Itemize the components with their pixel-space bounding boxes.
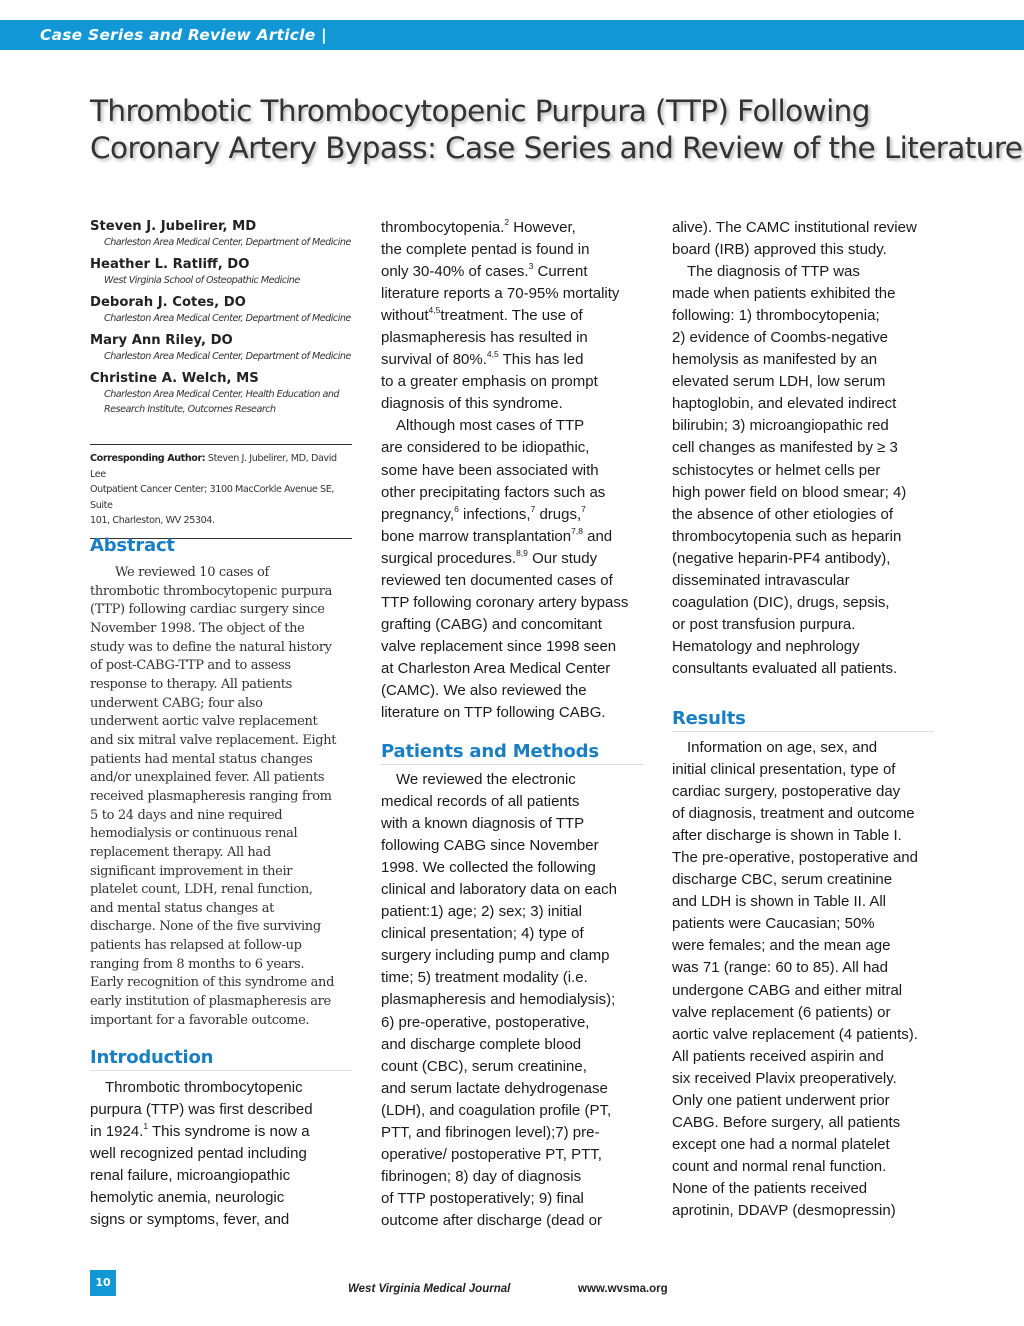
results-heading: Results — [672, 708, 934, 732]
abstract-line: platelet count, LDH, renal function, — [90, 882, 313, 898]
abstract-heading: Abstract — [90, 535, 175, 556]
body-line: haptoglobin, and elevated indirect — [672, 395, 897, 413]
body-line: cardiac surgery, postoperative day — [672, 783, 901, 801]
body-line: or post transfusion purpura. — [672, 615, 856, 633]
methods-heading: Patients and Methods — [381, 741, 643, 765]
body-line: in 1924.$^1$ This syndrome is now a — [90, 1121, 310, 1141]
body-line: Although most cases of TTP — [396, 417, 585, 435]
body-line: signs or symptoms, fever, and — [90, 1211, 290, 1229]
author-name: Mary Ann Riley, DO — [90, 333, 233, 348]
body-line: disseminated intravascular — [672, 571, 850, 589]
body-line: of TTP postoperatively; 9) final — [381, 1189, 584, 1207]
body-line: at Charleston Area Medical Center — [381, 659, 611, 677]
body-line: initial clinical presentation, type of — [672, 761, 896, 779]
body-line: We reviewed the electronic — [396, 771, 576, 788]
body-line: (LDH), and coagulation profile (PT, — [381, 1101, 612, 1119]
middle-column-body — [381, 217, 661, 724]
body-line: other precipitating factors such as — [381, 483, 606, 501]
abstract-line: patients had mental status changes — [90, 751, 313, 767]
introduction-heading: Introduction — [90, 1047, 352, 1071]
abstract-line: We reviewed 10 cases of — [115, 565, 269, 580]
body-line: count (CBC), serum creatinine, — [381, 1057, 587, 1075]
body-line: and serum lactate dehydrogenase — [381, 1079, 608, 1097]
body-line: Only one patient underwent prior — [672, 1091, 890, 1109]
right-column-body — [672, 217, 952, 680]
body-line: fibrinogen; 8) day of diagnosis — [381, 1167, 582, 1185]
body-line: following CABG since November — [381, 837, 599, 855]
body-line: bone marrow transplantation$^{7,8}$ and — [381, 525, 613, 545]
abstract-line: November 1998. The object of the — [90, 620, 305, 636]
section-band — [0, 20, 1024, 50]
abstract-body — [90, 564, 354, 1030]
body-line: and LDH is shown in Table II. All — [672, 893, 887, 911]
body-line: surgery including pump and clamp — [381, 947, 610, 965]
abstract-line: study was to define the natural history — [90, 639, 332, 655]
body-line: elevated serum LDH, low serum — [672, 373, 886, 391]
author-block — [90, 257, 352, 288]
abstract-line: 5 to 24 days and nine required — [90, 807, 283, 823]
body-line: surgical procedures.$^{8,9}$ Our study — [381, 547, 598, 567]
body-line: coagulation (DIC), drugs, sepsis, — [672, 593, 890, 611]
abstract-line: patients has relapsed at follow-up — [90, 938, 302, 954]
body-line: with a known diagnosis of TTP — [381, 815, 585, 833]
author-affiliation: Charleston Area Medical Center, Health Education and — [104, 389, 339, 400]
body-line: The pre-operative, postoperative and — [672, 849, 918, 867]
introduction-body — [90, 1077, 370, 1231]
journal-name: West Virginia Medical Journal — [348, 1283, 511, 1295]
body-line: six received Plavix preoperatively. — [672, 1069, 897, 1087]
abstract-line: important for a favorable outcome. — [90, 1012, 310, 1028]
body-line: None of the patients received — [672, 1179, 868, 1197]
body-line: PTT, and fibrinogen level);7) pre- — [381, 1123, 600, 1141]
body-line: pregnancy,$^6$ infections,$^7$ drugs,$^7$ — [381, 503, 586, 523]
body-line: and discharge complete blood — [381, 1035, 582, 1053]
body-line: some have been associated with — [381, 461, 599, 479]
body-line: bilirubin; 3) microangiopathic red — [672, 417, 889, 435]
author-list — [90, 219, 352, 424]
body-line: outcome after discharge (dead or — [381, 1211, 602, 1229]
body-line: survival of 80%.$^{4,5}$ This has led — [381, 349, 584, 369]
corresponding-author — [90, 444, 352, 539]
abstract-line: and mental status changes at — [90, 900, 275, 916]
page-number: 10 — [90, 1270, 116, 1296]
abstract-line: Early recognition of this syndrome and — [90, 975, 335, 991]
body-line: schistocytes or helmet cells per — [672, 461, 881, 479]
body-line: medical records of all patients — [381, 793, 580, 811]
body-line: cell changes as manifested by ≥ 3 — [672, 439, 898, 457]
body-line: patient:1) age; 2) sex; 3) initial — [381, 903, 582, 921]
body-line: literature on TTP following CABG. — [381, 704, 606, 722]
body-line: board (IRB) approved this study. — [672, 241, 887, 259]
abstract-line: thrombotic thrombocytopenic purpura — [90, 583, 332, 599]
author-affiliation: Research Institute, Outcomes Research — [104, 404, 276, 415]
author-name: Steven J. Jubelirer, MD — [90, 219, 257, 234]
body-line: well recognized pentad including — [90, 1145, 307, 1163]
corresponding-label: Corresponding Author: — [90, 453, 206, 464]
body-line: aortic valve replacement (4 patients). — [672, 1025, 918, 1043]
body-line: purpura (TTP) was first described — [90, 1101, 313, 1119]
methods-body — [381, 769, 661, 1232]
abstract-line: of post-CABG-TTP and to assess — [90, 658, 291, 674]
abstract-line: hemodialysis or continuous renal — [90, 826, 298, 842]
body-line: The diagnosis of TTP was — [687, 263, 860, 281]
body-line: renal failure, microangiopathic — [90, 1167, 291, 1185]
body-line: 2) evidence of Coombs-negative — [672, 329, 888, 347]
body-line: thrombocytopenia such as heparin — [672, 527, 902, 545]
body-line: (negative heparin-PF4 antibody), — [672, 549, 891, 567]
body-line: CABG. Before surgery, all patients — [672, 1113, 901, 1131]
body-line: clinical presentation; 4) type of — [381, 925, 584, 943]
body-line: patients were Caucasian; 50% — [672, 915, 875, 933]
abstract-line: underwent CABG; four also — [90, 695, 263, 711]
body-line: valve replacement (6 patients) or — [672, 1003, 891, 1021]
body-line: Information on age, sex, and — [687, 739, 878, 756]
body-line: without$^{4,5}$treatment. The use of — [381, 305, 583, 325]
body-line: thrombocytopenia.$^2$ However, — [381, 217, 576, 236]
body-line: only 30-40% of cases.$^3$ Current — [381, 261, 588, 281]
body-line: TTP following coronary artery bypass — [381, 593, 629, 611]
body-line: diagnosis of this syndrome. — [381, 395, 563, 413]
author-affiliation: Charleston Area Medical Center, Department of Medicine — [104, 237, 351, 248]
body-line: aprotinin, DDAVP (desmopressin) — [672, 1201, 896, 1219]
corresponding-text: Steven J. Jubelirer, MD, David Lee — [90, 453, 337, 480]
body-line: of diagnosis, treatment and outcome — [672, 805, 915, 823]
body-line: valve replacement since 1998 seen — [381, 637, 617, 655]
author-block — [90, 219, 352, 250]
author-affiliation: Charleston Area Medical Center, Department of Medicine — [104, 351, 351, 362]
body-line: alive). The CAMC institutional review — [672, 219, 917, 236]
journal-url[interactable]: www.wvsma.org — [578, 1283, 668, 1295]
abstract-line: replacement therapy. All had — [90, 844, 271, 860]
abstract-line: response to therapy. All patients — [90, 676, 292, 692]
body-line: (CAMC). We also reviewed the — [381, 681, 587, 699]
body-line: grafting (CABG) and concomitant — [381, 615, 602, 633]
author-affiliation: Charleston Area Medical Center, Department of Medicine — [104, 313, 351, 324]
author-block — [90, 371, 352, 417]
abstract-line: received plasmapheresis ranging from — [90, 788, 332, 804]
body-line: made when patients exhibited the — [672, 285, 896, 303]
body-line: consultants evaluated all patients. — [672, 659, 898, 677]
abstract-line: ranging from 8 months to 6 years. — [90, 956, 305, 972]
body-line: plasmapheresis and hemodialysis); — [381, 991, 616, 1009]
abstract-line: and six mitral valve replacement. Eight — [90, 732, 337, 748]
body-line: Hematology and nephrology — [672, 637, 860, 655]
body-line: to a greater emphasis on prompt — [381, 373, 598, 391]
title-line: Coronary Artery Bypass: Case Series and Review of the Literature — [90, 131, 1023, 165]
author-name: Heather L. Ratliff, DO — [90, 257, 250, 272]
body-line: after discharge is shown in Table I. — [672, 827, 902, 845]
section-label: Case Series and Review Article | — [40, 26, 327, 44]
abstract-line: discharge. None of the five surviving — [90, 919, 321, 935]
corresponding-text: Outpatient Cancer Center; 3100 MacCorkle Avenue SE, Suite — [90, 484, 335, 511]
body-line: the absence of other etiologies of — [672, 505, 893, 523]
body-line: literature reports a 70-95% mortality — [381, 285, 620, 303]
abstract-line: and/or unexplained fever. All patients — [90, 770, 325, 786]
corresponding-text: 101, Charleston, WV 25304. — [90, 515, 215, 526]
author-block — [90, 333, 352, 364]
body-line: reviewed ten documented cases of — [381, 571, 613, 589]
body-line: Thrombotic thrombocytopenic — [105, 1079, 303, 1096]
body-line: was 71 (range: 60 to 85). All had — [672, 959, 888, 977]
body-line: time; 5) treatment modality (i.e. — [381, 969, 588, 987]
body-line: discharge CBC, serum creatinine — [672, 871, 893, 889]
body-line: high power field on blood smear; 4) — [672, 483, 907, 501]
body-line: plasmapheresis has resulted in — [381, 329, 588, 347]
body-line: undergone CABG and either mitral — [672, 981, 903, 999]
author-name: Deborah J. Cotes, DO — [90, 295, 246, 310]
body-line: clinical and laboratory data on each — [381, 881, 617, 899]
body-line: were females; and the mean age — [672, 937, 891, 955]
body-line: except one had a normal platelet — [672, 1135, 890, 1153]
results-body — [672, 737, 952, 1222]
author-block — [90, 295, 352, 326]
body-line: operative/ postoperative PT, PTT, — [381, 1145, 602, 1163]
body-line: hemolysis as manifested by an — [672, 351, 878, 369]
author-name: Christine A. Welch, MS — [90, 371, 259, 386]
body-line: the complete pentad is found in — [381, 241, 590, 259]
article-title — [90, 93, 1023, 167]
body-line: All patients received aspirin and — [672, 1047, 884, 1065]
abstract-line: (TTP) following cardiac surgery since — [90, 602, 325, 618]
body-line: 1998. We collected the following — [381, 859, 596, 877]
body-line: hemolytic anemia, neurologic — [90, 1189, 285, 1207]
abstract-line: significant improvement in their — [90, 863, 293, 879]
body-line: count and normal renal function. — [672, 1157, 887, 1175]
title-line: Thrombotic Thrombocytopenic Purpura (TTP) Following — [90, 94, 870, 128]
body-line: are considered to be idiopathic, — [381, 439, 590, 457]
author-affiliation: West Virginia School of Osteopathic Medicine — [104, 275, 300, 286]
body-line: 6) pre-operative, postoperative, — [381, 1013, 590, 1031]
abstract-line: underwent aortic valve replacement — [90, 714, 318, 730]
abstract-line: early institution of plasmapheresis are — [90, 994, 331, 1010]
body-line: following: 1) thrombocytopenia; — [672, 307, 880, 325]
